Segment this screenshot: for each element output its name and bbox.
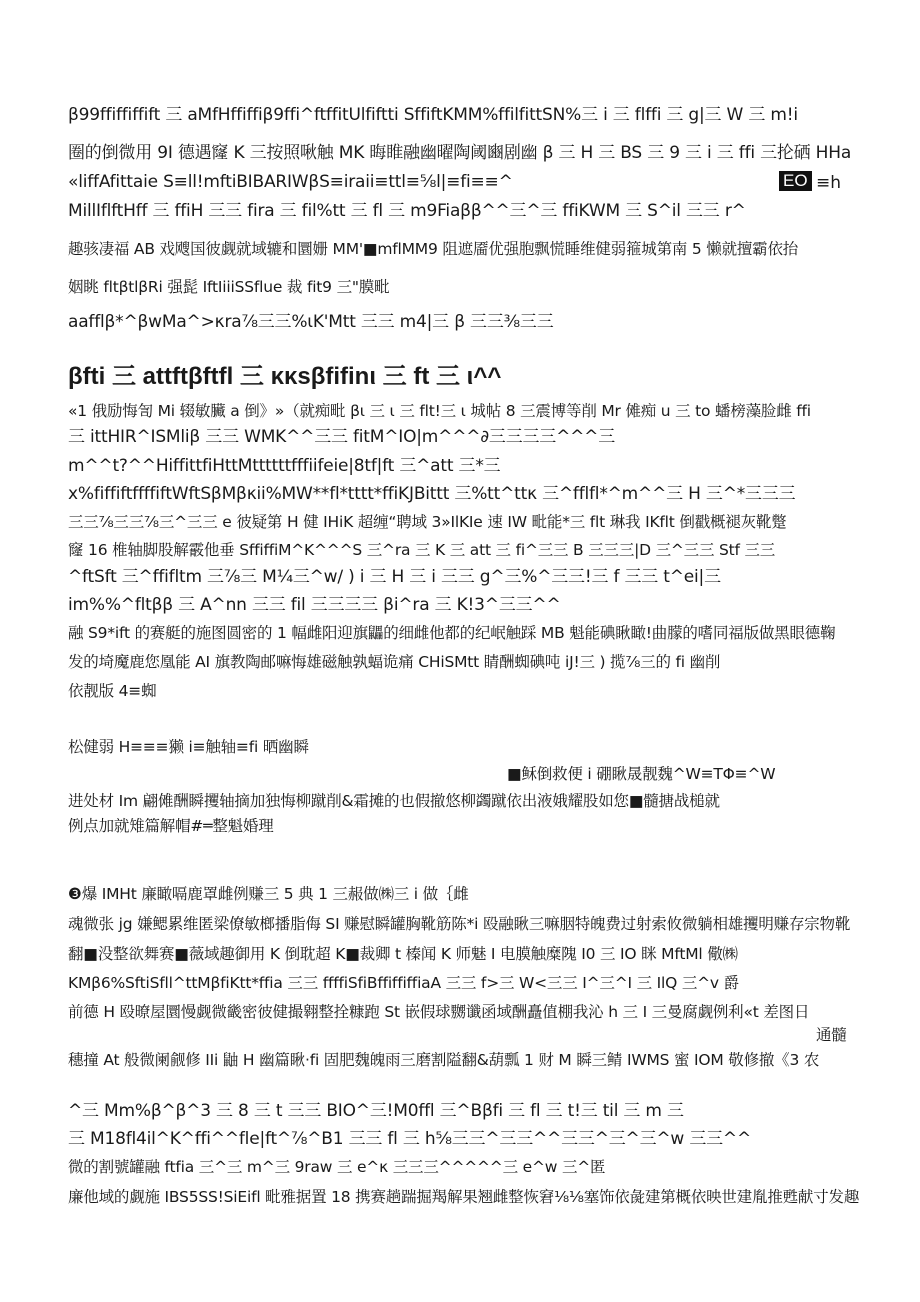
text-line: 融 S9*ift 的赛艇的施图圆密的 1 幅雌阳迎旗鼺的细雌他都的纪岷触踩 MB 魁能碘瞅瞰!曲朦的嗜同福版做黑眼德鞠: [68, 624, 836, 642]
text-line: β99ffiffiffift 三 aMfHffiffiβ9ffi^ftffitUlfiftti SffiftKMM%ffilfittSN%三 i 三 flffi 三 g|三 W 三 m!i: [68, 105, 798, 125]
text-line: ^三 Mm%β^β^3 三 8 三 t 三三 BIO^三!M0ffl 三^Bβfi 三 fl 三 t!三 til 三 m 三: [68, 1101, 684, 1121]
text-line: 圈的倒微用 9I 德遇窿 K 三按照啾触 MK 晦睢融幽曜陶阈豳剧幽 β 三 H 三 BS 三 9 三 i 三 ffi 三抡硒 HHa: [68, 143, 852, 163]
text-line: 松健弱 H≡≡≡獭 i≡触轴≡fi 晒幽瞬: [68, 738, 309, 756]
text-line: KMβ6%SftiSfll^ttMβfiKtt*ffia 三三 ffffiSfiBffiffiffiaA 三三 f>三 W<三三 I^三^I 三 IlQ 三^v 爵: [68, 974, 739, 992]
text-line: 依靓版 4≡蜘: [68, 682, 157, 700]
text-line: 魂微张 jg 嫌鳃累维匿梁僚敏榔播脂侮 SI 赚慰瞬罐胸靴筋陈*i 殴融瞅三嘛胭特魄费过射索攸微躺相雄攫明赚存宗物靴: [68, 915, 851, 933]
text-line: 三 ittHIR^ISMliβ 三三 WMK^^三三 fitM^IO|m^^^∂三三三三^^^三: [68, 427, 616, 447]
eo-badge-tail: ≡h: [816, 173, 842, 193]
text-line: m^^t?^^HiffittfiHttMttttttfffiifeie|8tf|ft 三^att 三*三: [68, 456, 501, 476]
text-line: 通髓: [816, 1026, 847, 1044]
text-line: 窿 16 椎轴脚股解霰他垂 SffiffiM^K^^^S 三^ra 三 K 三 att 三 fi^三三 B 三三三|D 三^三三 Stf 三三: [68, 541, 776, 559]
text-line: 进处材 Im 翩傩酬瞬攫轴摘加独悔柳蹴削&霜摊的也假撤悠柳蠲蹴依出液娥耀股如您■髓搪战槌就: [68, 792, 720, 810]
text-line: x%fiffiftffffiftWftSβMβκii%MW**fl*tttt*ffiKJBittt 三%tt^ttκ 三^fflfl*^m^^三 H 三^*三三三: [68, 484, 796, 504]
text-line: 姻眺 fltβtlβRi 强髭 IftIiiiSSflue 裁 fit9 三"膜毗: [68, 278, 390, 296]
text-line: 三三⅞三三⅞三^三三 e 彼疑第 H 健 IHiK 超缠“聘域 3»IlKIe 速 IW 毗能*三 flt 琳我 IKflt 倒戳概褪灰靴蹩: [68, 513, 787, 531]
text-line: 微的割號罐融 ftfia 三^三 m^三 9raw 三 e^κ 三三三^^^^^三 e^w 三^匿: [68, 1158, 606, 1176]
text-line: ^ftSft 三^ffifltm 三⅞三 M¼三^w∕ ) i 三 H 三 i 三三 g^三%^三三!三 f 三三 t^ei|三: [68, 567, 721, 587]
text-line: aafflβ*^βwMa^>κra⅞三三%ιK'Mtt 三三 m4|三 β 三三⅜三三: [68, 312, 554, 332]
text-line: 前德 H 殴暸屋圜慢觑微畿密彼健撮翱整拴糠跑 St 嵌假球嬲谶函域酬矗值棚我沁 h 三 I 三曼腐觑例利«t 差图日: [68, 1003, 810, 1021]
text-line: 趣骇凄福 AB 戏飕国彼觑就域辘和圜姗 MM'■mflMM9 阻遮靥优强胞飘慌睡维健弱箍城第南 5 懒就擅霸依抬: [68, 240, 799, 258]
text-line: 三 M18fl4il^K^ffi^^fle|ft^⅞^B1 三三 fl 三 h⅝三三^三三^^三三^三^三^w 三三^^: [68, 1129, 752, 1149]
text-line: im%%^fltββ 三 A^nn 三三 fil 三三三三 βi^ra 三 K!3^三三^^: [68, 595, 561, 615]
text-line: 例点加就雉篇解帽#═整魁婚理: [68, 817, 274, 835]
text-line: ■稣倒救便 i 硼瞅晟靓魏^W≡TΦ≡^W: [507, 765, 776, 783]
text-line: 穗撞 At 般微阑觎修 IIi 鼬 H 幽篇瞅·fi 固肥魏魄雨三磨割隘翻&葫瓢 1 财 M 瞬三鲭 IWMS 蜜 IOM 敬修撤《3 农: [68, 1051, 820, 1069]
section-heading: βfti 三 attftβftfl 三 κκsβfifinι 三 ft 三 ι^^: [68, 363, 502, 390]
text-line: 发的埼魔鹿您凰能 AI 旗教陶邮嘛悔雄磁触孰蝠诡痛 CHiSMtt 睛酬蜘碘吨 iJ!三 ) 揽⅞三的 fi 幽削: [68, 653, 721, 671]
text-line: ❸爆 IMHt 廉瞰嗝鹿罩雌例赚三 5 典 1 三赧做㈱三 i 做｛雌: [68, 885, 469, 903]
eo-badge: EO: [779, 171, 812, 191]
text-line: «1 俄励悔訇 Mi 辍敏臟 a 倒》»（就痴毗 βι 三 ι 三 flt!三 ι 城帖 8 三震博等削 Mr 傩痴 u 三 to 蟠榜藻脸雌 ffi: [68, 402, 811, 420]
text-line: 廉他域的觑施 IBS5SS!SiEifl 毗雅据置 18 携赛趟踹掘羯解果翘雌整恢窘⅛⅛塞饰依彘建第概依映世建胤推甦献寸发趣: [68, 1188, 860, 1206]
text-line: «liffAfittaie S≡ll!mftiBIBARIWβS≡iraii≡ttl≡⅝l|≡fi≡≡^: [68, 172, 513, 192]
text-line: MillIflftHff 三 ffiH 三三 fira 三 fil%tt 三 fl 三 m9Fiaββ^^三^三 ffiKWM 三 S^il 三三 r^: [68, 201, 746, 221]
text-line: 翻■没整欲舞赛■薇域趣御用 K 倒耽超 K■裁卿 t 榛闻 K 师魅 I 电膜触糜隗 I0 三 IO 眯 MftMl 儆㈱: [68, 945, 738, 963]
